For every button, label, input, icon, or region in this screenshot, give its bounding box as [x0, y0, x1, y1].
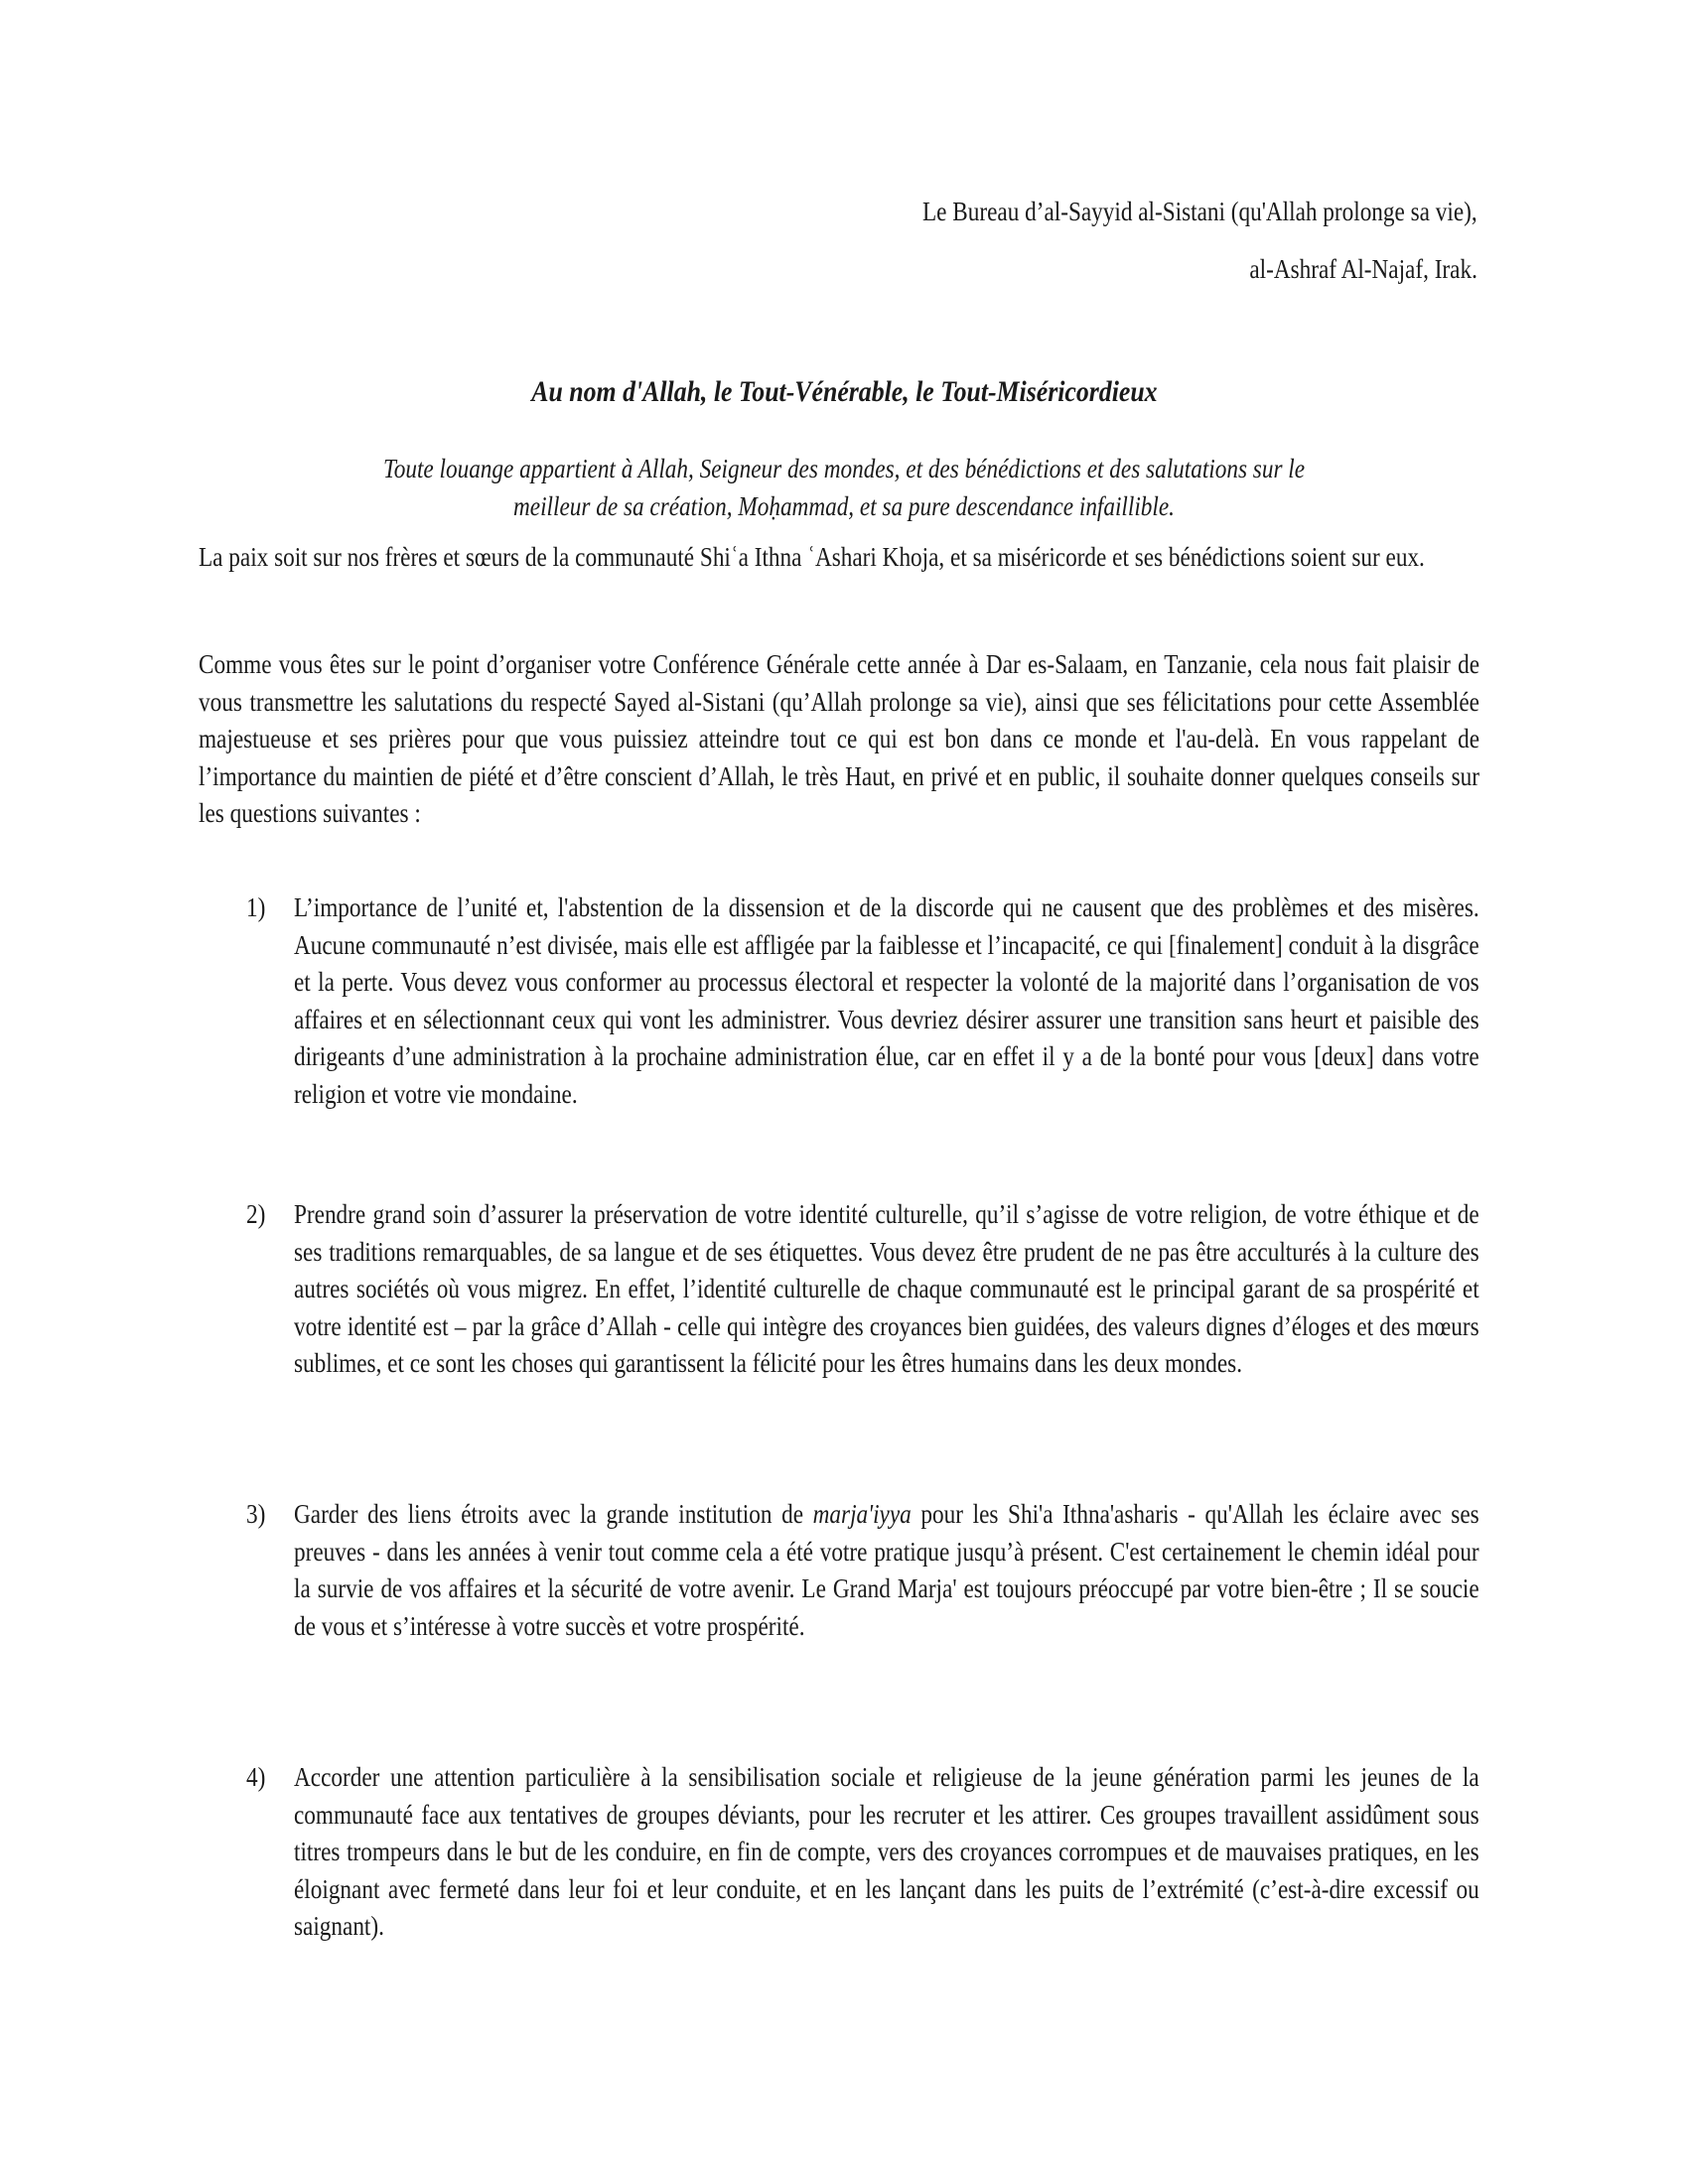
list-item-text-before: Garder des liens étroits avec la grande institution de: [294, 1499, 813, 1529]
intro-paragraph: [199, 646, 1479, 833]
list-item-text-after: pour les Shi'a Ithna'asharis - qu'Allah les éclaire avec ses preuves - dans les années à venir tout comme cela a été votre pratique jusqu’à présent. C'est certainement le chemin idéal pour la survie de vos affaires et la sécurité de votre avenir. Le Grand Marja' est toujours préoccupé par votre bien-être ; Il se soucie de vous et s’intéresse à votre succès et votre prospérité.: [294, 1499, 1479, 1641]
list-item-number: 4): [246, 1762, 266, 1792]
list-item-body: [294, 1496, 1479, 1645]
list-item-number: 1): [246, 892, 266, 922]
list-item-body: [294, 1759, 1479, 1946]
sender-location-line: [1212, 254, 1477, 285]
sender-office-line: [832, 197, 1477, 227]
praise-paragraph: [0, 450, 1688, 525]
list-item-text: [294, 1496, 1479, 1645]
list-item-body: [294, 889, 1479, 1113]
greeting-paragraph: [199, 539, 1479, 577]
list-item-number: 2): [246, 1199, 266, 1229]
list-item-body: [294, 1196, 1479, 1383]
greeting-text: La paix soit sur nos frères et sœurs de la communauté Shiʿa Ithna ʿAshari Khoja, et sa miséricorde et ses bénédictions soient sur eux.: [199, 542, 1425, 572]
sender-location-text: al-Ashraf Al-Najaf, Irak.: [1249, 254, 1477, 284]
marjaiyya-term: marja'iyya: [812, 1499, 912, 1529]
list-item-text: L’importance de l’unité et, l'abstention de la dissension et de la discorde qui ne causent que des problèmes et des misères. Aucune communauté n’est divisée, mais elle est affligée par la faiblesse et l’incapacité, ce qui [finalement] conduit à la disgrâce et la perte. Vous devez vous conformer au processus électoral et respecter la volonté de la majorité dans l’organisation de vos affaires et en sélectionnant ceux qui vont les administrer. Vous devriez désirer assurer une transition sans heurt et paisible des dirigeants d’une administration à la prochaine administration élue, car en effet il y a de la bonté pour vous [deux] dans votre religion et votre vie mondaine.: [294, 892, 1479, 1109]
basmala-heading: [0, 375, 1688, 409]
list-item-text: Prendre grand soin d’assurer la préservation de votre identité culturelle, qu’il s’agisse de votre religion, de votre éthique et de ses traditions remarquables, de sa langue et de ses étiquettes. Vous devez être prudent de ne pas être acculturés à la culture des autres sociétés où vous migrez. En effet, l’identité culturelle de chaque communauté est le principal garant de sa prospérité et votre identité est – par la grâce d’Allah - celle qui intègre des croyances bien guidées, des valeurs dignes d’éloges et des mœurs sublimes, et ce sont les choses qui garantissent la félicité pour les êtres humains dans les deux mondes.: [294, 1199, 1479, 1378]
praise-text: Toute louange appartient à Allah, Seigneur des mondes, et des bénédictions et des salutations sur le meilleur de sa création, Moḥammad, et sa pure descendance infaillible.: [382, 454, 1306, 521]
list-item-number: 3): [246, 1499, 266, 1529]
list-item-text: Accorder une attention particulière à la sensibilisation sociale et religieuse de la jeune génération parmi les jeunes de la communauté face aux tentatives de groupes déviants, pour les recruter et les attirer. Ces groupes travaillent assidûment sous titres trompeurs dans le but de les conduire, en fin de compte, vers des croyances corrompues et de mauvaises pratiques, en les éloignant avec fermeté dans leur foi et leur conduite, et en les lançant dans les puits de l’extrémité (c’est-à-dire excessif ou saignant).: [294, 1762, 1479, 1941]
sender-office-text: Le Bureau d’al-Sayyid al-Sistani (qu'Allah prolonge sa vie),: [922, 197, 1477, 226]
intro-text: Comme vous êtes sur le point d’organiser votre Conférence Générale cette année à Dar es-Salaam, en Tanzanie, cela nous fait plaisir de vous transmettre les salutations du respecté Sayed al-Sistani (qu’Allah prolonge sa vie), ainsi que ses félicitations pour cette Assemblée majestueuse et ses prières pour que vous puissiez atteindre tout ce qui est bon dans ce monde et l'au-delà. En vous rappelant de l’importance du maintien de piété et d’être conscient d’Allah, le très Haut, en privé et en public, il souhaite donner quelques conseils sur les questions suivantes :: [199, 649, 1479, 828]
basmala-text: Au nom d'Allah, le Tout-Vénérable, le Tout-Miséricordieux: [530, 375, 1158, 408]
